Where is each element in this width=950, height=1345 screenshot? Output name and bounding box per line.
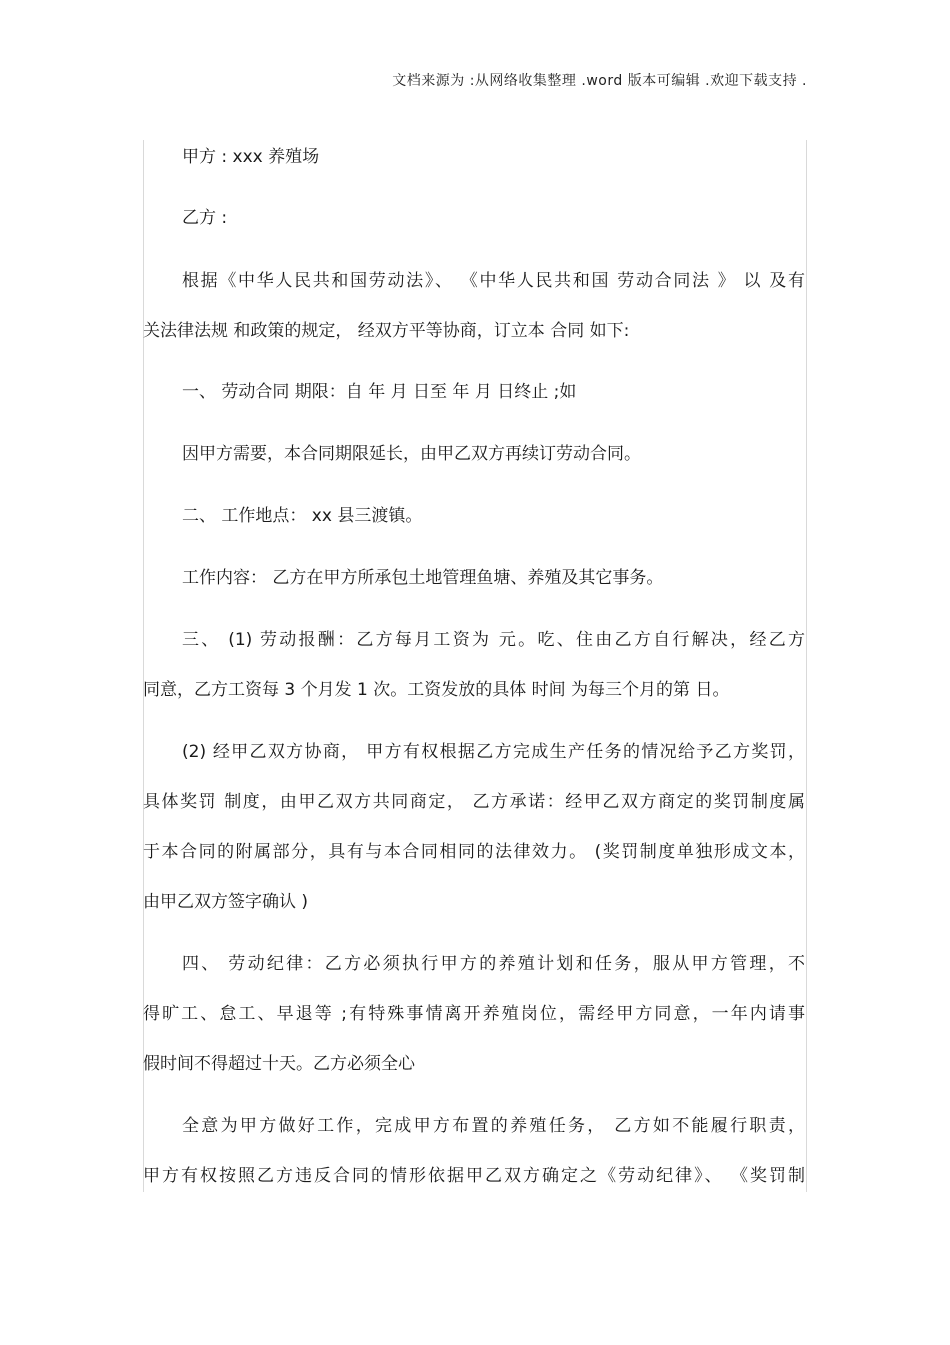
page-frame bbox=[143, 140, 807, 1192]
clause-3-reward-line-3: 于本合同的附属部分，具有与本合同相同的法律效力。 (奖罚制度单独形成文本， bbox=[143, 842, 805, 862]
clause-3-reward-line-1: (2) 经甲乙双方协商， 甲方有权根据乙方完成生产任务的情况给予乙方奖罚， bbox=[182, 742, 805, 762]
clause-1-term-line-1: 一、 劳动合同 期限：自 年 月 日至 年 月 日终止 ;如 bbox=[182, 382, 577, 402]
party-a-line: 甲方 : xxx 养殖场 bbox=[182, 147, 320, 167]
clause-2-location: 二、 工作地点： xx 县三渡镇。 bbox=[182, 506, 423, 526]
clause-3-pay-line-2: 同意，乙方工资每 3 个月发 1 次。工资发放的具体 时间 为每三个月的第 日。 bbox=[143, 680, 730, 700]
party-b-line: 乙方 : bbox=[182, 208, 228, 228]
contract-preamble-line-2: 关法律法规 和政策的规定， 经双方平等协商，订立本 合同 如下: bbox=[143, 321, 630, 341]
clause-3-pay-line-1: 三、 (1) 劳动报酬：乙方每月工资为 元。吃、住由乙方自行解决，经乙方 bbox=[182, 630, 805, 650]
clause-4-discipline-line-5: 甲方有权按照乙方违反合同的情形依据甲乙双方确定之《劳动纪律》、 《奖罚制 bbox=[143, 1166, 805, 1186]
work-content: 工作内容： 乙方在甲方所承包土地管理鱼塘、养殖及其它事务。 bbox=[182, 568, 664, 588]
clause-3-reward-line-4: 由甲乙双方签字确认 ) bbox=[143, 892, 309, 912]
clause-4-discipline-line-4: 全意为甲方做好工作，完成甲方布置的养殖任务， 乙方如不能履行职责， bbox=[182, 1116, 805, 1136]
document-source-header: 文档来源为 :从网络收集整理 .word 版本可编辑 .欢迎下载支持 . bbox=[392, 73, 807, 89]
clause-4-discipline-line-1: 四、 劳动纪律：乙方必须执行甲方的养殖计划和任务，服从甲方管理，不 bbox=[182, 954, 805, 974]
clause-1-term-line-2: 因甲方需要，本合同期限延长，由甲乙双方再续订劳动合同。 bbox=[182, 444, 641, 464]
contract-preamble-line-1: 根据《中华人民共和国劳动法》、 《中华人民共和国 劳动合同法 》 以 及有 bbox=[182, 271, 805, 291]
clause-3-reward-line-2: 具体奖罚 制度，由甲乙双方共同商定， 乙方承诺：经甲乙双方商定的奖罚制度属 bbox=[143, 792, 805, 812]
clause-4-discipline-line-2: 得旷工、怠工、早退等 ;有特殊事情离开养殖岗位，需经甲方同意，一年内请事 bbox=[143, 1004, 805, 1024]
clause-4-discipline-line-3: 假时间不得超过十天。乙方必须全心 bbox=[143, 1054, 415, 1074]
